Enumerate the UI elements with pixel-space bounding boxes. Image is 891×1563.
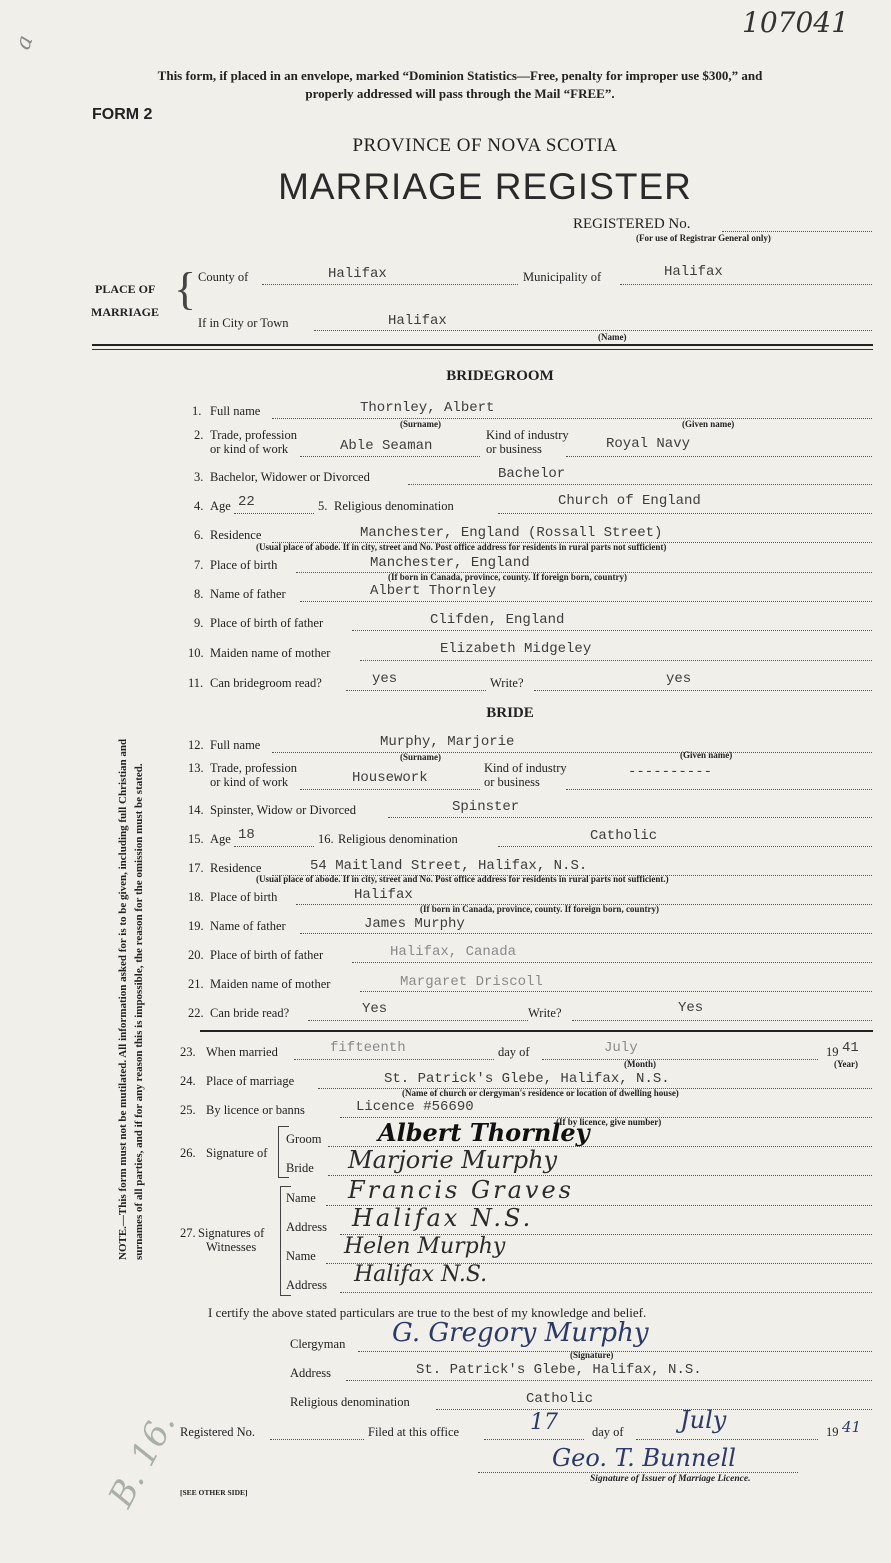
see-other-side: [SEE OTHER SIDE] [180,1488,248,1497]
mail-notice-line2: properly addressed will pass through the Mail “FREE”. [305,86,615,101]
county-label: County of [198,270,249,284]
bride-religion-label: Religious denomination [338,832,458,846]
licence-label: By licence or banns [206,1103,305,1117]
bride-trade-label: or kind of work [210,775,289,789]
filed-month-value: July [680,1406,727,1434]
issuer-note: Signature of Issuer of Marriage Licence. [590,1474,751,1484]
groom-birthplace-label: Place of birth [210,558,278,572]
groom-read-value: yes [372,671,398,687]
side-note-line2: surnames of all parties, and if for any reason this is impossible, the reason for the omission must be stated. [133,763,145,1260]
bride-full-name-label: Full name [210,738,261,752]
marriage-month-value: July [604,1040,638,1056]
when-married-label: When married [206,1045,278,1059]
groom-religion-label: Religious denomination [334,499,454,513]
groom-write-value: yes [666,671,692,687]
bride-mother-label: Maiden name of mother [210,977,331,991]
bride-residence-label: Residence [210,861,262,875]
groom-write-label: Write? [490,676,524,690]
bride-age-value: 18 [238,827,255,843]
groom-age-label: Age [210,499,231,513]
clergyman-address-value: St. Patrick's Glebe, Halifax, N.S. [416,1362,702,1378]
witness2-address: Halifax N.S. [354,1262,488,1287]
page-title: MARRIAGE REGISTER [278,166,692,207]
licence-value: Licence #56690 [356,1099,474,1115]
certification-statement: I certify the above stated particulars are true to the best of my knowledge and belief. [208,1305,647,1320]
bridegroom-heading: BRIDEGROOM [446,368,554,384]
city-name-note: (Name) [598,332,627,342]
registered-no-footer-label: Registered No. [180,1425,255,1439]
serial-number: 107041 [742,6,849,39]
bride-status-label: Spinster, Widow or Divorced [210,803,356,817]
bride-signature: Marjorie Murphy [348,1146,558,1174]
margin-handwriting: B. 16. [101,1406,184,1514]
province-heading: PROVINCE OF NOVA SCOTIA [352,135,618,156]
county-value: Halifax [328,266,387,282]
registered-no-label: REGISTERED No. [573,216,691,232]
marriage-year-value: 41 [842,1040,859,1056]
groom-full-name-value: Thornley, Albert [360,400,495,416]
bride-write-label: Write? [528,1006,562,1020]
city-label: If in City or Town [198,316,289,330]
groom-status-label: Bachelor, Widower or Divorced [210,470,370,484]
groom-signature: Albert Thornley [378,1118,590,1147]
bride-status-value: Spinster [452,799,520,815]
bride-age-label: Age [210,832,231,846]
groom-father-label: Name of father [210,587,286,601]
signature-of-label: Signature of [206,1146,268,1160]
witness2-name-signature: Helen Murphy [344,1234,506,1259]
clergyman-denomination-value: Catholic [526,1391,594,1407]
groom-full-name-label: Full name [210,404,261,418]
place-of-marriage-label2: MARRIAGE [91,305,159,319]
groom-religion-value: Church of England [558,493,701,509]
bride-residence-value: 54 Maitland Street, Halifax, N.S. [310,858,588,874]
witness1-address: Halifax N.S. [352,1204,534,1232]
bride-read-value: Yes [362,1001,388,1017]
bride-religion-value: Catholic [590,828,658,844]
groom-father-value: Albert Thornley [370,583,497,599]
witnesses-label: Signatures of [198,1226,265,1240]
bride-father-birthplace-label: Place of birth of father [210,948,324,962]
municipality-label: Municipality of [523,270,602,284]
bride-birthplace-value: Halifax [354,887,413,903]
bride-mother-value: Margaret Driscoll [400,974,543,990]
bride-trade-value: Housework [352,770,428,786]
side-note-line1: NOTE.—This form must not be mutilated. All information asked for is to be given, including full Christian and [117,738,129,1260]
bride-father-birthplace-value: Halifax, Canada [390,944,517,960]
bride-write-value: Yes [678,1000,704,1016]
issuer-signature: Geo. T. Bunnell [552,1444,736,1472]
mail-notice-line1: This form, if placed in an envelope, marked “Dominion Statistics—Free, penalty for improper use $300,” and [157,68,763,83]
clergyman-address-label: Address [290,1366,331,1380]
groom-residence-value: Manchester, England (Rossall Street) [360,525,663,541]
filed-day-value: 17 [530,1410,558,1435]
clergyman-denomination-label: Religious denomination [290,1395,410,1409]
filed-label: Filed at this office [368,1425,460,1439]
city-value: Halifax [388,313,447,329]
groom-industry-label: or business [486,442,542,456]
groom-father-birthplace-value: Clifden, England [430,612,565,628]
marriage-register-page: 107041 a This form, if placed in an envelope, marked “Dominion Statistics—Free, penalty for improper use $300,” and properly addressed will pass through the Mail “FREE”. FORM 2 PROVINCE OF NOVA SCOTIA MARRIAGE REGISTER REGISTERED No. (For use of Registrar General only) PLACE OF MARRIAGE { County of Halifax Municipality of Halifax If in City or Town Halifax (Name) BRIDEGROOM 1. Full name Thornley, Albert (Surname) (Given name) 2. Trade, profession or kind of work Able Seaman Kind of industry or business Royal Navy 3. Bachelor, Widower or Divorced Bachelor 4. Age 22 5. Religious denomination Church of England 6. Residence Manchester, England (Rossall Street) (Usual place of abode. If in city, street and No. Post office address for residents in rural parts not sufficient) 7. Place of birth Manchester, England (If born in Canada, province, county. If foreign born, country) 8. Name of father Albert Thornley 9. Place of birth of father Clifden, England 10. Maiden name of mother Elizabeth Midgeley 11. Can bridegroom read? yes Write? yes BRIDE 12. Full name Murphy, Marjorie (Surname) (Given name) 13. Trade, profession or kind of work Housework Kind of industry or business ---------- 14. Spinster, Widow or Divorced Spinster 15. Age 18 16. Religious denomination Catholic 17. Residence 54 Maitland Street, Halifax, N.S. (Usual place of abode. If in city, street and No. Post office address for residents in rural parts not sufficient.) 18. Place of birth Halifax (If born in Canada, province, county. If foreign born, country) 19. Name of father James Murphy 20. Place of birth of father Halifax, Canada 21. Maiden name of mother Margaret Driscoll 22. Can bride read? Yes Write? Yes 23. When married fifteenth day of July (Month) 19 41 (Year) 24. Place of marriage St. Patrick's Glebe, Halifax, N.S. (Name of church or clergyman's residence or location of dwelling house) 25. By licence or banns Licence #56690 (If by licence, give number) 26. Signature of Groom Albert Thornley Bride Marjorie Murphy 27. Signatures of Witnesses Name Francis Graves Address Halifax N.S. Name Helen Murphy Address Halifax N.S. I certify the above stated particulars are true to the best of my knowledge and belief. Clergyman G. Gregory Murphy (Signature) Address St. Patrick's Glebe, Halifax, N.S. Religious denomination Catholic Registered No. Filed at this office 17 day of July 19 41 Geo. T. Bunnell Signature of Issuer of Marriage Licence. [SEE OTHER SIDE] B. 16. NOTE.—This form must not be mutilated. All information asked for is to be given, including full Christian and surnames of all parties, and if for any reason this is impossible, the reason for the omission must be stated. [0,0,891,1563]
groom-birthplace-value: Manchester, England [370,555,530,571]
side-note [115,739,147,1260]
groom-father-birthplace-label: Place of birth of father [210,616,324,630]
clergyman-signature: G. Gregory Murphy [392,1318,649,1348]
margin-mark: a [10,32,39,53]
groom-residence-label: Residence [210,528,262,542]
groom-mother-label: Maiden name of mother [210,646,331,660]
bride-industry-label: or business [484,775,540,789]
bride-full-name-value: Murphy, Marjorie [380,734,515,750]
bride-industry-value: ---------- [628,764,713,780]
clergyman-label: Clergyman [290,1337,346,1351]
witness1-name-signature: Francis Graves [348,1176,574,1204]
bride-birthplace-label: Place of birth [210,890,278,904]
place-of-marriage-value: St. Patrick's Glebe, Halifax, N.S. [384,1071,670,1087]
form-number: FORM 2 [92,106,153,123]
bride-read-label: Can bride read? [210,1006,290,1020]
bride-heading: BRIDE [486,705,534,721]
registered-no-note: (For use of Registrar General only) [636,233,771,243]
place-of-marriage-label1: PLACE OF [95,282,156,296]
groom-industry-value: Royal Navy [606,436,691,452]
groom-status-value: Bachelor [498,466,566,482]
groom-mother-value: Elizabeth Midgeley [440,641,592,657]
marriage-day-value: fifteenth [330,1040,406,1056]
place-of-marriage-label: Place of marriage [206,1074,295,1088]
place-brace: { [174,263,197,314]
municipality-value: Halifax [664,264,723,280]
groom-age-value: 22 [238,494,255,510]
bride-father-value: James Murphy [364,916,465,932]
groom-trade-value: Able Seaman [340,438,433,454]
groom-trade-label: or kind of work [210,442,289,456]
groom-read-label: Can bridegroom read? [210,676,322,690]
registered-no-line [722,231,872,232]
bride-father-label: Name of father [210,919,286,933]
filed-year-value: 41 [842,1418,862,1436]
